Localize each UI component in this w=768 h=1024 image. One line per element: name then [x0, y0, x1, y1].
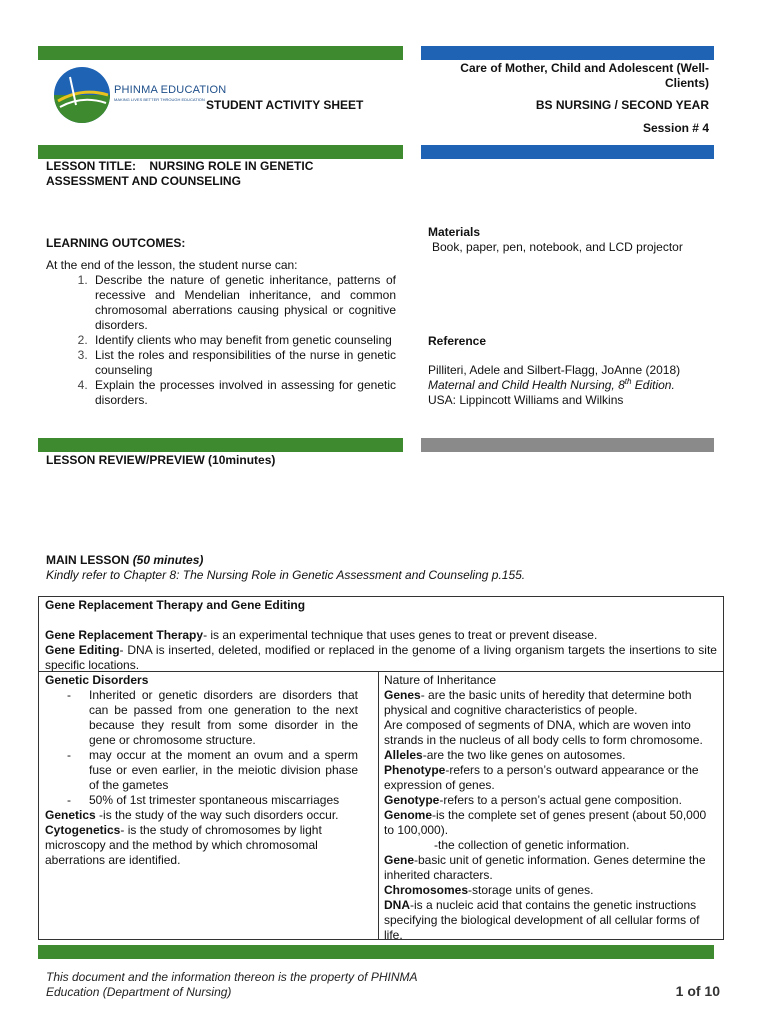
- footer-bar: [38, 945, 714, 959]
- gene-replacement-definition: Gene Replacement Therapy- is an experimental technique that uses genes to treat or prevent disease.: [45, 628, 598, 642]
- reference-heading: Reference: [428, 334, 487, 348]
- outcome-item: 1. Describe the nature of genetic inheritance, patterns of recessive and Mendelian inheritance, and common chromosomal aberrations causing physical or cognitive disorders.: [91, 273, 396, 333]
- gene-definition: Gene-basic unit of genetic information. Genes determine the inherited characters.: [384, 853, 706, 882]
- chromosomes-definition: Chromosomes-storage units of genes.: [384, 883, 594, 897]
- section-bar-left-2: [38, 438, 403, 452]
- main-lesson-heading: MAIN LESSON (50 minutes): [46, 553, 204, 567]
- phinma-logo-icon: [52, 65, 112, 125]
- header-bar-right: [421, 46, 714, 60]
- disorder-bullet: - 50% of 1st trimester spontaneous miscarriages: [45, 793, 372, 808]
- lesson-table: [38, 596, 724, 940]
- genome-definition: Genome-is the complete set of genes present (about 50,000 to 100,000).: [384, 808, 707, 837]
- sheet-title: STUDENT ACTIVITY SHEET: [206, 98, 364, 112]
- genotype-definition: Genotype-refers to a person’s actual gene composition.: [384, 793, 682, 807]
- session-label: Session # 4: [642, 121, 709, 135]
- reference-citation: Pilliteri, Adele and Silbert-Flagg, JoAnne (2018) Maternal and Child Health Nursing, 8th Edition. USA: Lippincott Williams and Wilkins: [428, 363, 681, 407]
- course-title: Care of Mother, Child and Adolescent (Well- Clients): [460, 61, 709, 90]
- disorder-bullet: - may occur at the moment an ovum and a sperm fuse or even earlier, in the meiotic division phase of the gametes: [45, 748, 372, 793]
- materials-text: Book, paper, pen, notebook, and LCD projector: [432, 240, 683, 254]
- outcome-item: 2. Identify clients who may benefit from genetic counseling: [91, 333, 396, 348]
- disorder-bullet: - Inherited or genetic disorders are disorders that can be passed from one generation to the next because they result from some disorder in the gene or chromosome structure.: [45, 688, 372, 748]
- genes-definition: Genes- are the basic units of heredity that determine both physical and cognitive characteristics of people.: [384, 688, 692, 717]
- materials-heading: Materials: [428, 225, 481, 239]
- main-lesson-instruction: Kindly refer to Chapter 8: The Nursing Role in Genetic Assessment and Counseling p.155.: [46, 568, 526, 582]
- outcomes-heading: LEARNING OUTCOMES:: [46, 236, 186, 250]
- program-label: BS NURSING / SECOND YEAR: [535, 98, 709, 112]
- outcomes-list: [46, 273, 396, 408]
- genetic-disorders-cell: [39, 672, 379, 939]
- genes-more: Are composed of segments of DNA, which are woven into strands in the nucleus of all body cells to form chromosome.: [384, 718, 703, 747]
- alleles-definition: Alleles-are the two like genes on autosomes.: [384, 748, 626, 762]
- section-bar-right: [421, 145, 714, 159]
- cytogenetics-definition: Cytogenetics- is the study of chromosomes by light microscopy and the method by which chromosomal aberrations are identified.: [45, 823, 322, 867]
- phenotype-definition: Phenotype-refers to a person’s outward appearance or the expression of genes.: [384, 763, 699, 792]
- header-bar-left: [38, 46, 403, 60]
- footer-notice: This document and the information thereon is the property of PHINMA Education (Department of Nursing): [46, 970, 418, 999]
- page-number: 1 of 10: [675, 983, 720, 999]
- section-bar-left: [38, 145, 403, 159]
- nature-of-inheritance-cell: [379, 672, 723, 942]
- gene-therapy-cell: [39, 597, 723, 672]
- logo-tagline: MAKING LIVES BETTER THROUGH EDUCATION: [114, 97, 205, 102]
- genetic-disorders-heading: Genetic Disorders: [45, 673, 149, 687]
- dna-definition: DNA-is a nucleic acid that contains the genetic instructions specifying the biological development of all cellular forms of life.: [384, 898, 700, 942]
- gene-therapy-heading: Gene Replacement Therapy and Gene Editing: [45, 598, 306, 612]
- review-heading: LESSON REVIEW/PREVIEW (10minutes): [46, 453, 276, 467]
- genetics-definition: Genetics -is the study of the way such disorders occur.: [45, 808, 339, 822]
- nature-of-inheritance-heading: Nature of Inheritance: [384, 673, 497, 687]
- outcome-item: 3. List the roles and responsibilities of the nurse in genetic counseling: [91, 348, 396, 378]
- outcomes-intro: At the end of the lesson, the student nurse can:: [46, 258, 298, 272]
- genome-more: -the collection of genetic information.: [434, 838, 630, 852]
- section-bar-right-2: [421, 438, 714, 452]
- lesson-title: LESSON TITLE: NURSING ROLE IN GENETIC ASSESSMENT AND COUNSELING: [46, 159, 314, 188]
- logo-text: PHINMA EDUCATION: [114, 84, 227, 96]
- gene-editing-definition: Gene Editing- DNA is inserted, deleted, modified or replaced in the genome of a living organism targets the insertions to site specific locations.: [45, 643, 717, 672]
- outcome-item: 4. Explain the processes involved in assessing for genetic disorders.: [91, 378, 396, 408]
